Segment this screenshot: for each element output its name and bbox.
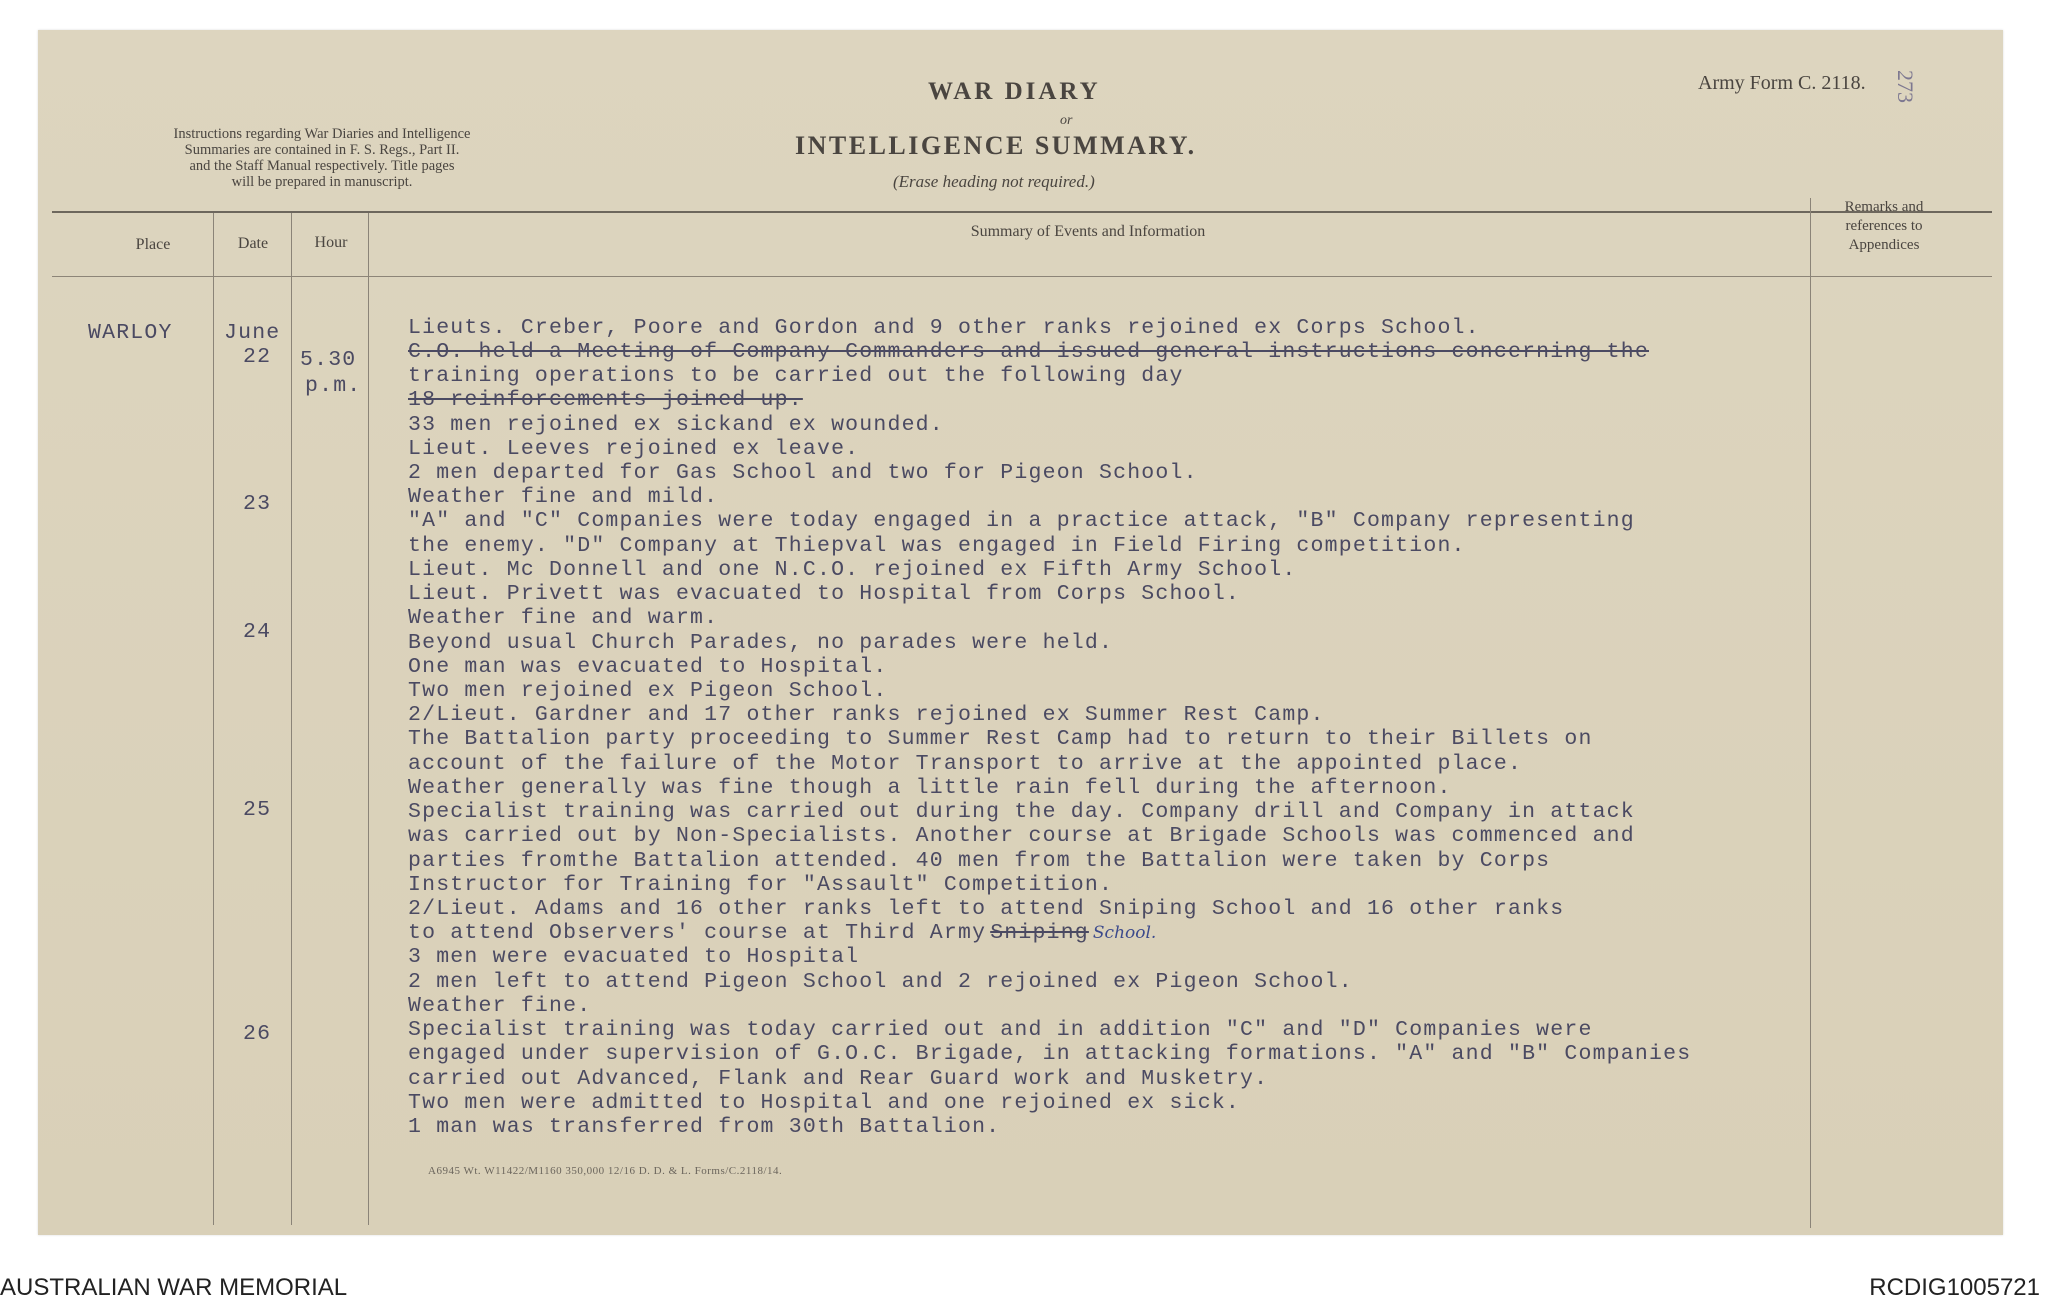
summary-line: engaged under supervision of G.O.C. Brigade, in attacking formations. "A" and "B" Companies bbox=[408, 1042, 1692, 1066]
hour-ampm: p.m. bbox=[305, 374, 362, 398]
summary-line: Lieut. Mc Donnell and one N.C.O. rejoined ex Fifth Army School. bbox=[408, 558, 1297, 582]
summary-line: C.O. held a Meeting of Company Commanders and issued general instructions concerning the bbox=[408, 340, 1649, 364]
date-22: 22 bbox=[243, 345, 272, 369]
summary-line: 2/Lieut. Adams and 16 other ranks left to attend Sniping School and 16 other ranks bbox=[408, 897, 1565, 921]
date-23: 23 bbox=[243, 492, 272, 516]
footer-institution: AUSTRALIAN WAR MEMORIAL bbox=[0, 1274, 348, 1301]
summary-line: carried out Advanced, Flank and Rear Guard work and Musketry. bbox=[408, 1067, 1269, 1091]
summary-line: 2/Lieut. Gardner and 17 other ranks rejoined ex Summer Rest Camp. bbox=[408, 703, 1325, 727]
column-remarks-line-2: references to bbox=[1845, 218, 1923, 234]
place-warloy: WARLOY bbox=[88, 321, 173, 345]
summary-line: Weather fine and warm. bbox=[408, 606, 719, 630]
footer-reference: RCDIG1005721 bbox=[1869, 1274, 2040, 1301]
title-intelligence-summary: INTELLIGENCE SUMMARY. bbox=[795, 131, 1197, 160]
title-war-diary: WAR DIARY bbox=[928, 78, 1101, 105]
summary-line: was carried out by Non-Specialists. Another course at Brigade Schools was commenced and bbox=[408, 824, 1635, 848]
rule-date-hour bbox=[291, 213, 292, 1225]
summary-line: 18 reinforcements joined up. bbox=[408, 388, 803, 412]
summary-line: Specialist training was carried out during the day. Company drill and Company in attack bbox=[408, 800, 1635, 824]
summary-line: account of the failure of the Motor Transport to arrive at the appointed place. bbox=[408, 752, 1523, 776]
summary-line: One man was evacuated to Hospital. bbox=[408, 655, 888, 679]
summary-line: Specialist training was today carried out and in addition "C" and "D" Companies were bbox=[408, 1018, 1593, 1042]
summary-line-with-correction bbox=[408, 921, 1156, 945]
title-or: or bbox=[1060, 113, 1073, 128]
summary-line: Weather fine. bbox=[408, 994, 592, 1018]
date-26: 26 bbox=[243, 1022, 272, 1046]
instructions-line-3: and the Staff Manual respectively. Title pages bbox=[189, 158, 455, 174]
instructions-line-4: will be prepared in manuscript. bbox=[231, 174, 413, 190]
army-form-label: Army Form C. 2118. bbox=[1698, 72, 1866, 94]
column-remarks-line-3: Appendices bbox=[1848, 237, 1920, 253]
instructions-line-2: Summaries are contained in F. S. Regs., Part II. bbox=[184, 142, 460, 158]
summary-line: Two men were admitted to Hospital and one rejoined ex sick. bbox=[408, 1091, 1241, 1115]
summary-line: parties fromthe Battalion attended. 40 men from the Battalion were taken by Corps bbox=[408, 849, 1551, 873]
summary-line: training operations to be carried out the following day bbox=[408, 364, 1184, 388]
summary-line-text: to attend Observers' course at Third Army bbox=[408, 921, 987, 945]
summary-line: Two men rejoined ex Pigeon School. bbox=[408, 679, 888, 703]
summary-line: Weather fine and mild. bbox=[408, 485, 719, 509]
date-month: June bbox=[224, 321, 281, 345]
summary-line: 2 men left to attend Pigeon School and 2 rejoined ex Pigeon School. bbox=[408, 970, 1353, 994]
summary-line: The Battalion party proceeding to Summer Rest Camp had to return to their Billets on bbox=[408, 727, 1593, 751]
printer-imprint: A6945 Wt. W11422/M1160 350,000 12/16 D. D. & L. Forms/C.2118/14. bbox=[428, 1165, 783, 1177]
rule-place-date bbox=[213, 213, 214, 1225]
summary-line: "A" and "C" Companies were today engaged in a practice attack, "B" Company representing bbox=[408, 509, 1635, 533]
header-rule bbox=[52, 211, 1992, 213]
instructions-block bbox=[98, 126, 546, 190]
diary-sheet bbox=[38, 30, 2003, 1235]
column-summary: Summary of Events and Information bbox=[970, 223, 1206, 240]
rule-hour-summary bbox=[368, 213, 369, 1225]
column-remarks bbox=[1814, 198, 1954, 255]
summary-line: Lieut. Leeves rejoined ex leave. bbox=[408, 437, 860, 461]
column-remarks-line-1: Remarks and bbox=[1844, 199, 1924, 215]
title-note: (Erase heading not required.) bbox=[893, 172, 1095, 191]
summary-line: Instructor for Training for "Assault" Competition. bbox=[408, 873, 1114, 897]
rule-summary-remarks bbox=[1810, 198, 1811, 1228]
date-24: 24 bbox=[243, 620, 272, 644]
struck-word: Sniping bbox=[990, 921, 1089, 945]
instructions-line-1: Instructions regarding War Diaries and Intelligence bbox=[173, 126, 471, 142]
handwritten-insert: School. bbox=[1092, 923, 1157, 943]
summary-line: 33 men rejoined ex sickand ex wounded. bbox=[408, 413, 944, 437]
column-hour: Hour bbox=[314, 234, 348, 251]
summary-line: Beyond usual Church Parades, no parades were held. bbox=[408, 631, 1114, 655]
date-25: 25 bbox=[243, 798, 272, 822]
page-number: 273 bbox=[1893, 70, 1918, 103]
summary-line: Lieuts. Creber, Poore and Gordon and 9 other ranks rejoined ex Corps School. bbox=[408, 316, 1480, 340]
column-date: Date bbox=[237, 235, 269, 252]
summary-line: 1 man was transferred from 30th Battalion. bbox=[408, 1115, 1001, 1139]
summary-line: 3 men were evacuated to Hospital bbox=[408, 945, 860, 969]
column-head-rule bbox=[52, 276, 1992, 277]
summary-line: Weather generally was fine though a little rain fell during the afternoon. bbox=[408, 776, 1452, 800]
summary-line: Lieut. Privett was evacuated to Hospital from Corps School. bbox=[408, 582, 1241, 606]
hour-value: 5.30 bbox=[300, 348, 357, 372]
summary-line: 2 men departed for Gas School and two for Pigeon School. bbox=[408, 461, 1198, 485]
summary-line: the enemy. "D" Company at Thiepval was engaged in Field Firing competition. bbox=[408, 534, 1466, 558]
column-place: Place bbox=[135, 236, 171, 253]
